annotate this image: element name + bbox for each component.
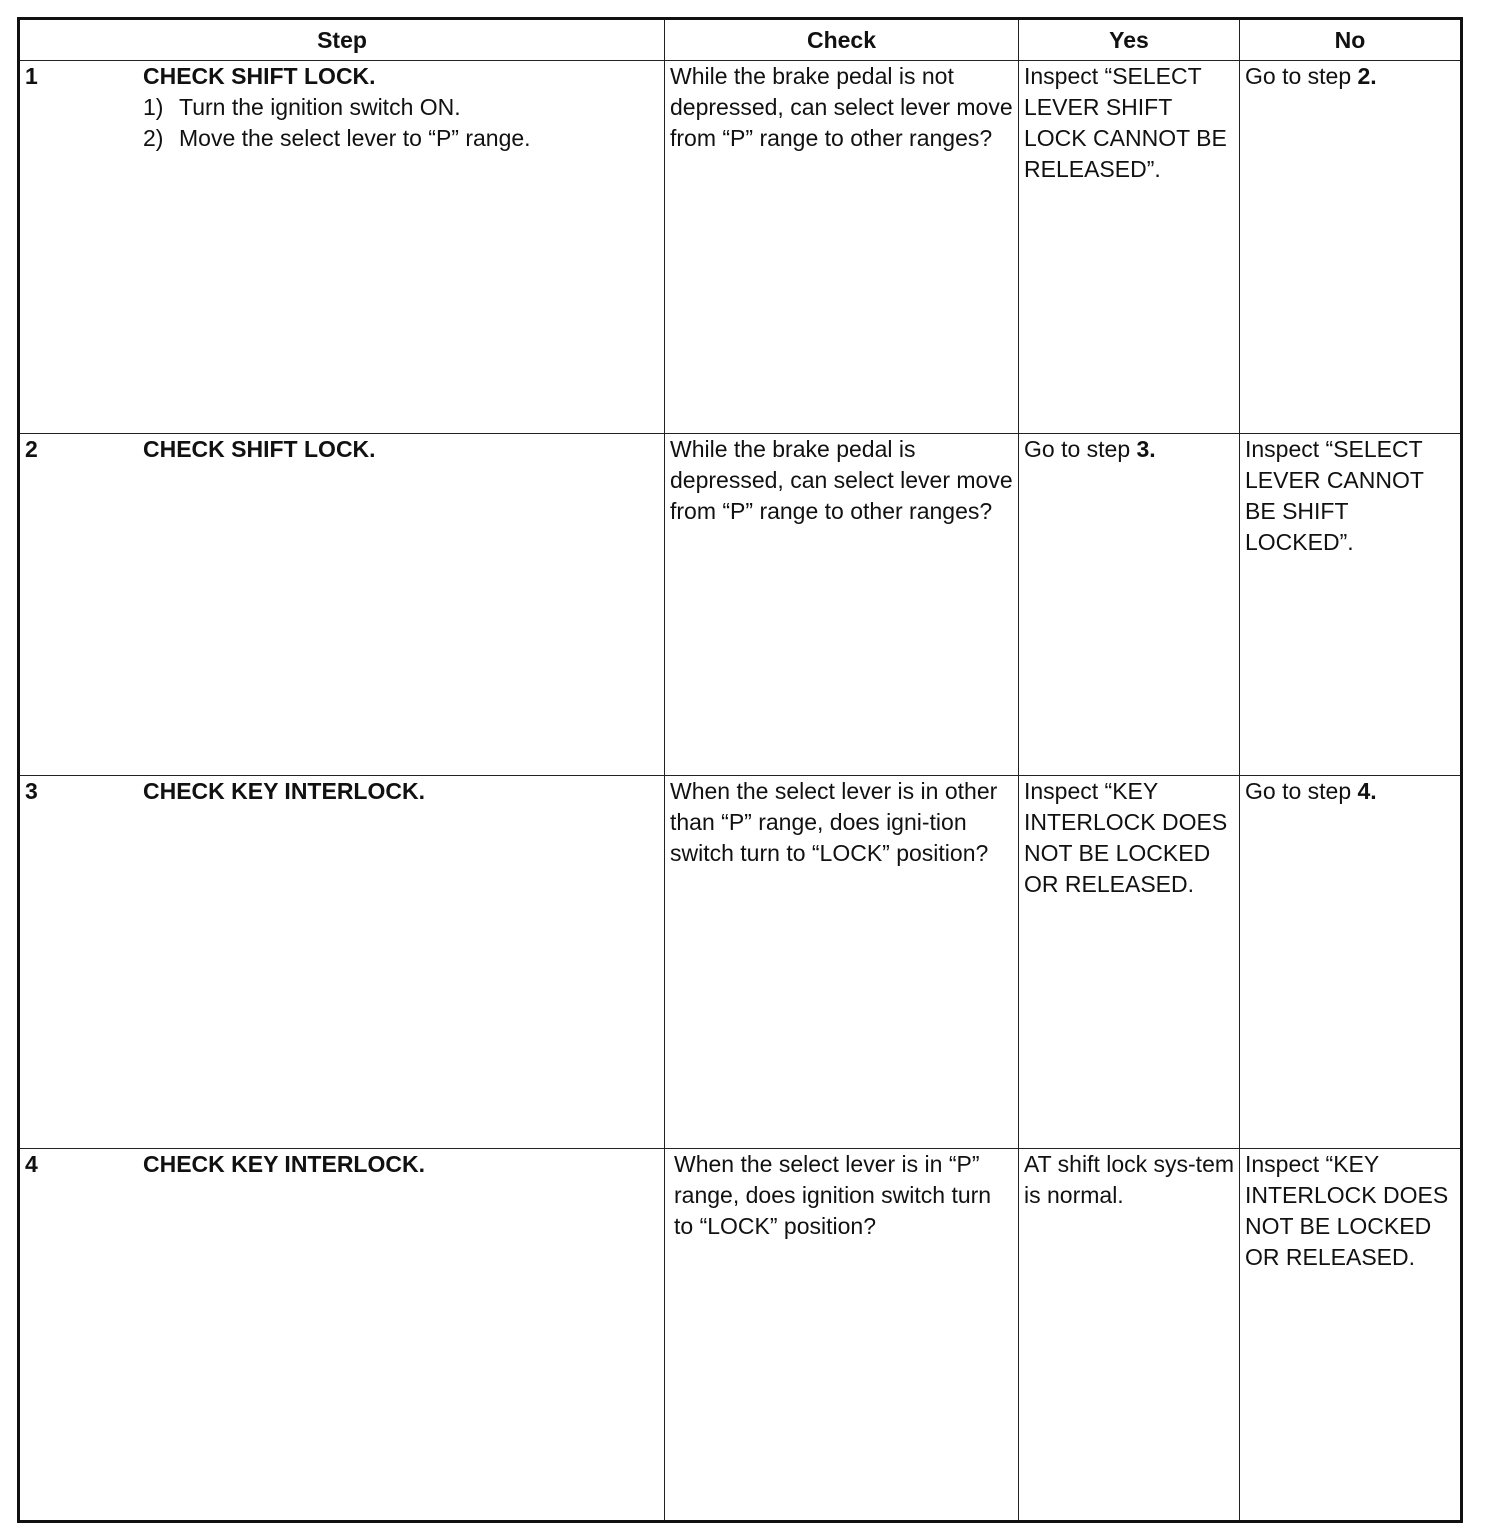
step-number: 1: [25, 63, 38, 89]
step-number: 3: [25, 778, 38, 804]
yes-cell: AT shift lock sys-tem is normal.: [1019, 1149, 1240, 1522]
no-cell: Inspect “KEY INTERLOCK DOES NOT BE LOCKED OR RELEASED.: [1240, 1149, 1462, 1522]
check-cell: While the brake pedal is not depressed, can select lever move from “P” range to other ranges?: [665, 61, 1019, 434]
header-step: Step: [19, 19, 665, 61]
yes-cell: Inspect “SELECT LEVER SHIFT LOCK CANNOT BE RELEASED”.: [1019, 61, 1240, 434]
table-row: [19, 776, 1462, 1149]
step-title: CHECK SHIFT LOCK.: [143, 436, 376, 462]
substep: 2) Move the select lever to “P” range.: [143, 125, 531, 151]
header-row: [19, 19, 1462, 61]
substep: 1) Turn the ignition switch ON.: [143, 94, 461, 120]
step-title: CHECK KEY INTERLOCK.: [143, 1151, 425, 1177]
header-yes: Yes: [1019, 19, 1240, 61]
no-cell: Inspect “SELECT LEVER CANNOT BE SHIFT LOCKED”.: [1240, 434, 1462, 776]
table-row: [19, 61, 1462, 434]
no-cell: Go to step 4.: [1240, 776, 1462, 1149]
step-number: 2: [25, 436, 38, 462]
no-cell: Go to step 2.: [1240, 61, 1462, 434]
step-title: CHECK SHIFT LOCK.: [143, 63, 376, 89]
step-cell: [19, 1149, 665, 1522]
diagnostic-table: [17, 17, 1463, 1523]
check-cell: When the select lever is in “P” range, does ignition switch turn to “LOCK” position?: [665, 1149, 1019, 1522]
header-check: Check: [665, 19, 1019, 61]
yes-cell: Inspect “KEY INTERLOCK DOES NOT BE LOCKED OR RELEASED.: [1019, 776, 1240, 1149]
step-title: CHECK KEY INTERLOCK.: [143, 778, 425, 804]
step-number: 4: [25, 1151, 38, 1177]
yes-cell: Go to step 3.: [1019, 434, 1240, 776]
step-cell: [19, 434, 665, 776]
table-row: [19, 434, 1462, 776]
step-cell: [19, 776, 665, 1149]
header-no: No: [1240, 19, 1462, 61]
check-cell: While the brake pedal is depressed, can select lever move from “P” range to other ranges?: [665, 434, 1019, 776]
step-cell: [19, 61, 665, 434]
table-row: [19, 1149, 1462, 1522]
check-cell: When the select lever is in other than “P” range, does igni-tion switch turn to “LOCK” position?: [665, 776, 1019, 1149]
